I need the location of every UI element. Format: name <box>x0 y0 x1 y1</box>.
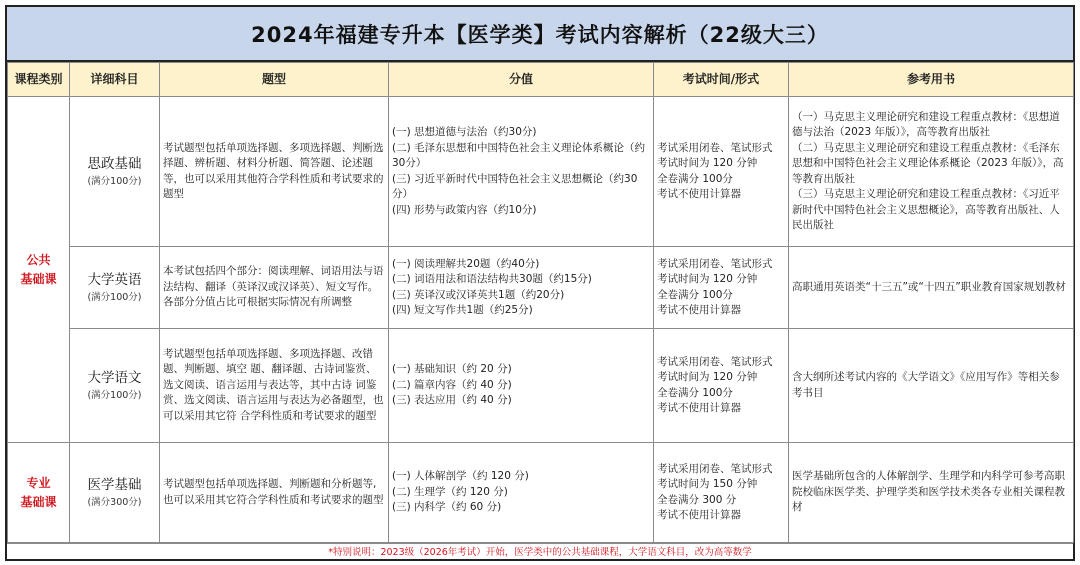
exam-format-cell: 考试采用闭卷、笔试形式 考试时间为 150 分钟 全卷满分 300 分 考试不使用计算器 <box>654 443 789 543</box>
page-title: 2024年福建专升本【医学类】考试内容解析（22级大三） <box>7 7 1073 62</box>
exam-format-cell: 考试采用闭卷、笔试形式 考试时间为 120 分钟 全卷满分 100分 考试不使用计算器 <box>654 97 789 247</box>
table-row <box>8 97 1074 247</box>
reference-books-cell: （一）马克思主义理论研究和建设工程重点教材：《思想道德与法治（2023 年版）》，高等教育出版社 （二）马克思主义理论研究和建设工程重点教材：《毛泽东思想和中国特色社会主义理论体系概论（2023 年版）》，高等教育出版社 （三）马克思主义理论研究和建设工程重点教材：《习近平新时代中国特色社会主义思想概论》，高等教育出版社、人民出版社 <box>789 97 1074 247</box>
subject-cell <box>70 329 160 443</box>
header-exam-format: 考试时间/形式 <box>654 63 789 97</box>
header-subject: 详细科目 <box>70 63 160 97</box>
reference-books-cell: 含大纲所述考试内容的《大学语文》《应用写作》等相关参考书目 <box>789 329 1074 443</box>
subject-cell <box>70 97 160 247</box>
header-category: 课程类别 <box>8 63 70 97</box>
table-header-row <box>8 63 1074 97</box>
reference-books-cell: 医学基础所包含的人体解剖学、生理学和内科学可参考高职院校临床医学类、护理学类和医学技术类各专业相关课程教材 <box>789 443 1074 543</box>
table-row <box>8 247 1074 329</box>
exam-format-cell: 考试采用闭卷、笔试形式 考试时间为 120 分钟 全卷满分 100分 考试不使用计算器 <box>654 247 789 329</box>
document-frame <box>5 5 1075 561</box>
category-major: 专业 基础课 <box>8 443 70 543</box>
category-public: 公共 基础课 <box>8 97 70 443</box>
question-types-cell: 考试题型包括单项选择题、多项选择题、改错题、判断题、填空 题、翻译题、古诗词鉴赏、选文阅读、语言运用与表达等，其中古诗 词鉴赏、选文阅读、语言运用与表达为必备题型，也可以采用其它符 合学科性质和考试要求的题型 <box>160 329 389 443</box>
subject-cell <box>70 247 160 329</box>
table-row <box>8 329 1074 443</box>
subject-full-score: (满分100分) <box>87 292 142 303</box>
subject-name: 大学语文 <box>87 370 142 386</box>
scores-cell: (一) 人体解剖学（约 120 分) (二) 生理学（约 120 分) (三) 内科学（约 60 分) <box>389 443 654 543</box>
exam-table <box>7 62 1074 543</box>
subject-cell <box>70 443 160 543</box>
header-scores: 分值 <box>389 63 654 97</box>
exam-format-cell: 考试采用闭卷、笔试形式 考试时间为 120 分钟 全卷满分 100分 考试不使用计算器 <box>654 329 789 443</box>
subject-full-score: (满分100分) <box>87 390 142 401</box>
header-question-types: 题型 <box>160 63 389 97</box>
scores-cell: (一) 阅读理解共20题（约40分) (二) 词语用法和语法结构共30题（约15分) (三) 英译汉或汉译英共1题（约20分) (四) 短文写作共1题（约25分) <box>389 247 654 329</box>
reference-books-cell: 高职通用英语类“十三五”或“十四五”职业教育国家规划教材 <box>789 247 1074 329</box>
table-row <box>8 443 1074 543</box>
header-reference-books: 参考用书 <box>789 63 1074 97</box>
question-types-cell: 考试题型包括单项选择题、判断题和分析题等,也可以采用其它符合学科性质和考试要求的题型 <box>160 443 389 543</box>
scores-cell: (一) 基础知识（约 20 分) (二) 篇章内容（约 40 分) (三) 表达应用（约 40 分) <box>389 329 654 443</box>
subject-name: 大学英语 <box>87 272 142 288</box>
subject-full-score: (满分300分) <box>87 497 142 508</box>
special-note: *特别说明：2023级（2026年考试）开始，医学类中的公共基础课程，大学语文科目，改为高等数学 <box>7 543 1073 562</box>
scores-cell: (一) 思想道德与法治（约30分) (二) 毛泽东思想和中国特色社会主义理论体系概论（约30分） (三) 习近平新时代中国特色社会主义思想概论（约30分） (四) 形势与政策内容（约10分) <box>389 97 654 247</box>
subject-full-score: (满分100分) <box>87 176 142 187</box>
question-types-cell: 考试题型包括单项选择题、多项选择题、判断选择题、辨析题、材料分析题、简答题、论述题等，也可以采用其他符合学科性质和考试要求的题型 <box>160 97 389 247</box>
question-types-cell: 本考试包括四个部分：阅读理解、词语用法与语法结构、翻译（英译汉或汉译英）、短文写作。各部分分值占比可根据实际情况有所调整 <box>160 247 389 329</box>
subject-name: 医学基础 <box>87 477 142 493</box>
subject-name: 思政基础 <box>87 156 142 172</box>
